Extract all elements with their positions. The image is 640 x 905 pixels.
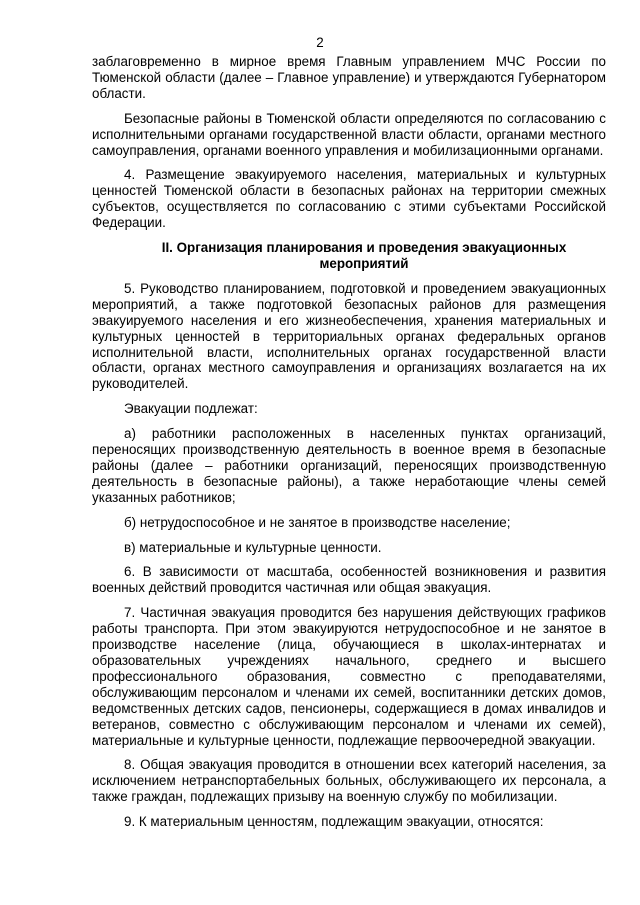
section-heading: II. Организация планирования и проведения эвакуационных мероприятий (161, 240, 567, 271)
paragraph-subject-to-evacuation: Эвакуации подлежат: (124, 401, 258, 417)
list-item-a: а) работники расположенных в населенных пунктах организаций, переносящих производственную деятельность в военное время в безопасные районы (далее – работники организаций, переносящих производственную деятельность в безопасные районы), а также неработающие члены семей указанных работников; (92, 426, 606, 505)
paragraph-4: 4. Размещение эвакуируемого населения, материальных и культурных ценностей Тюменской области в безопасных районах на территории смежных субъектов, осуществляется по согласованию с этими субъектами Российской Федерации. (92, 167, 606, 231)
paragraph-safe-areas: Безопасные районы в Тюменской области определяются по согласованию с исполнительными органами государственной власти области, органами местного самоуправления, органами военного управления и мобилизационными органами. (92, 110, 606, 158)
document-body (92, 54, 606, 839)
list-item-b: б) нетрудоспособное и не занятое в производстве население; (124, 514, 511, 530)
paragraph-5: 5. Руководство планированием, подготовкой и проведением эвакуационных мероприятий, а также подготовкой безопасных районов для размещения эвакуируемого населения и его жизнеобеспечения, хранения материальных и культурных ценностей в территориальных органах федеральных органов исполнительной власти, исполнительных органах государственной власти области, органах местного самоуправления и организациях возлагается на их руководителей. (92, 280, 606, 392)
paragraph-6: 6. В зависимости от масштаба, особенностей возникновения и развития военных действий проводится частичная или общая эвакуация. (92, 564, 606, 596)
paragraph-9: 9. К материальным ценностям, подлежащим эвакуации, относятся: (124, 814, 544, 830)
paragraph-continuation: заблаговременно в мирное время Главным управлением МЧС России по Тюменской области (далее – Главное управление) и утверждаются Губернатором области. (92, 54, 606, 101)
paragraph-8: 8. Общая эвакуация проводится в отношении всех категорий населения, за исключением нетранспортабельных больных, обслуживающего их персонала, а также граждан, подлежащих призыву на военную службу по мобилизации. (92, 757, 606, 805)
page-number: 2 (316, 35, 324, 50)
list-item-v: в) материальные и культурные ценности. (124, 539, 382, 555)
paragraph-7: 7. Частичная эвакуация проводится без нарушения действующих графиков работы транспорта. При этом эвакуируются нетрудоспособное и не занятое в производстве население (лица, обучающиеся в школах-интернатах и образовательных учреждениях начального, среднего и высшего профессионального образования, совместно с преподавателями, обслуживающим персоналом и членами их семей, воспитанники детских домов, ведомственных детских садов, пенсионеры, содержащиеся в домах инвалидов и ветеранов, совместно с обслуживающим персоналом и членами их семей), материальные и культурные ценности, подлежащие первоочередной эвакуации. (92, 605, 606, 748)
